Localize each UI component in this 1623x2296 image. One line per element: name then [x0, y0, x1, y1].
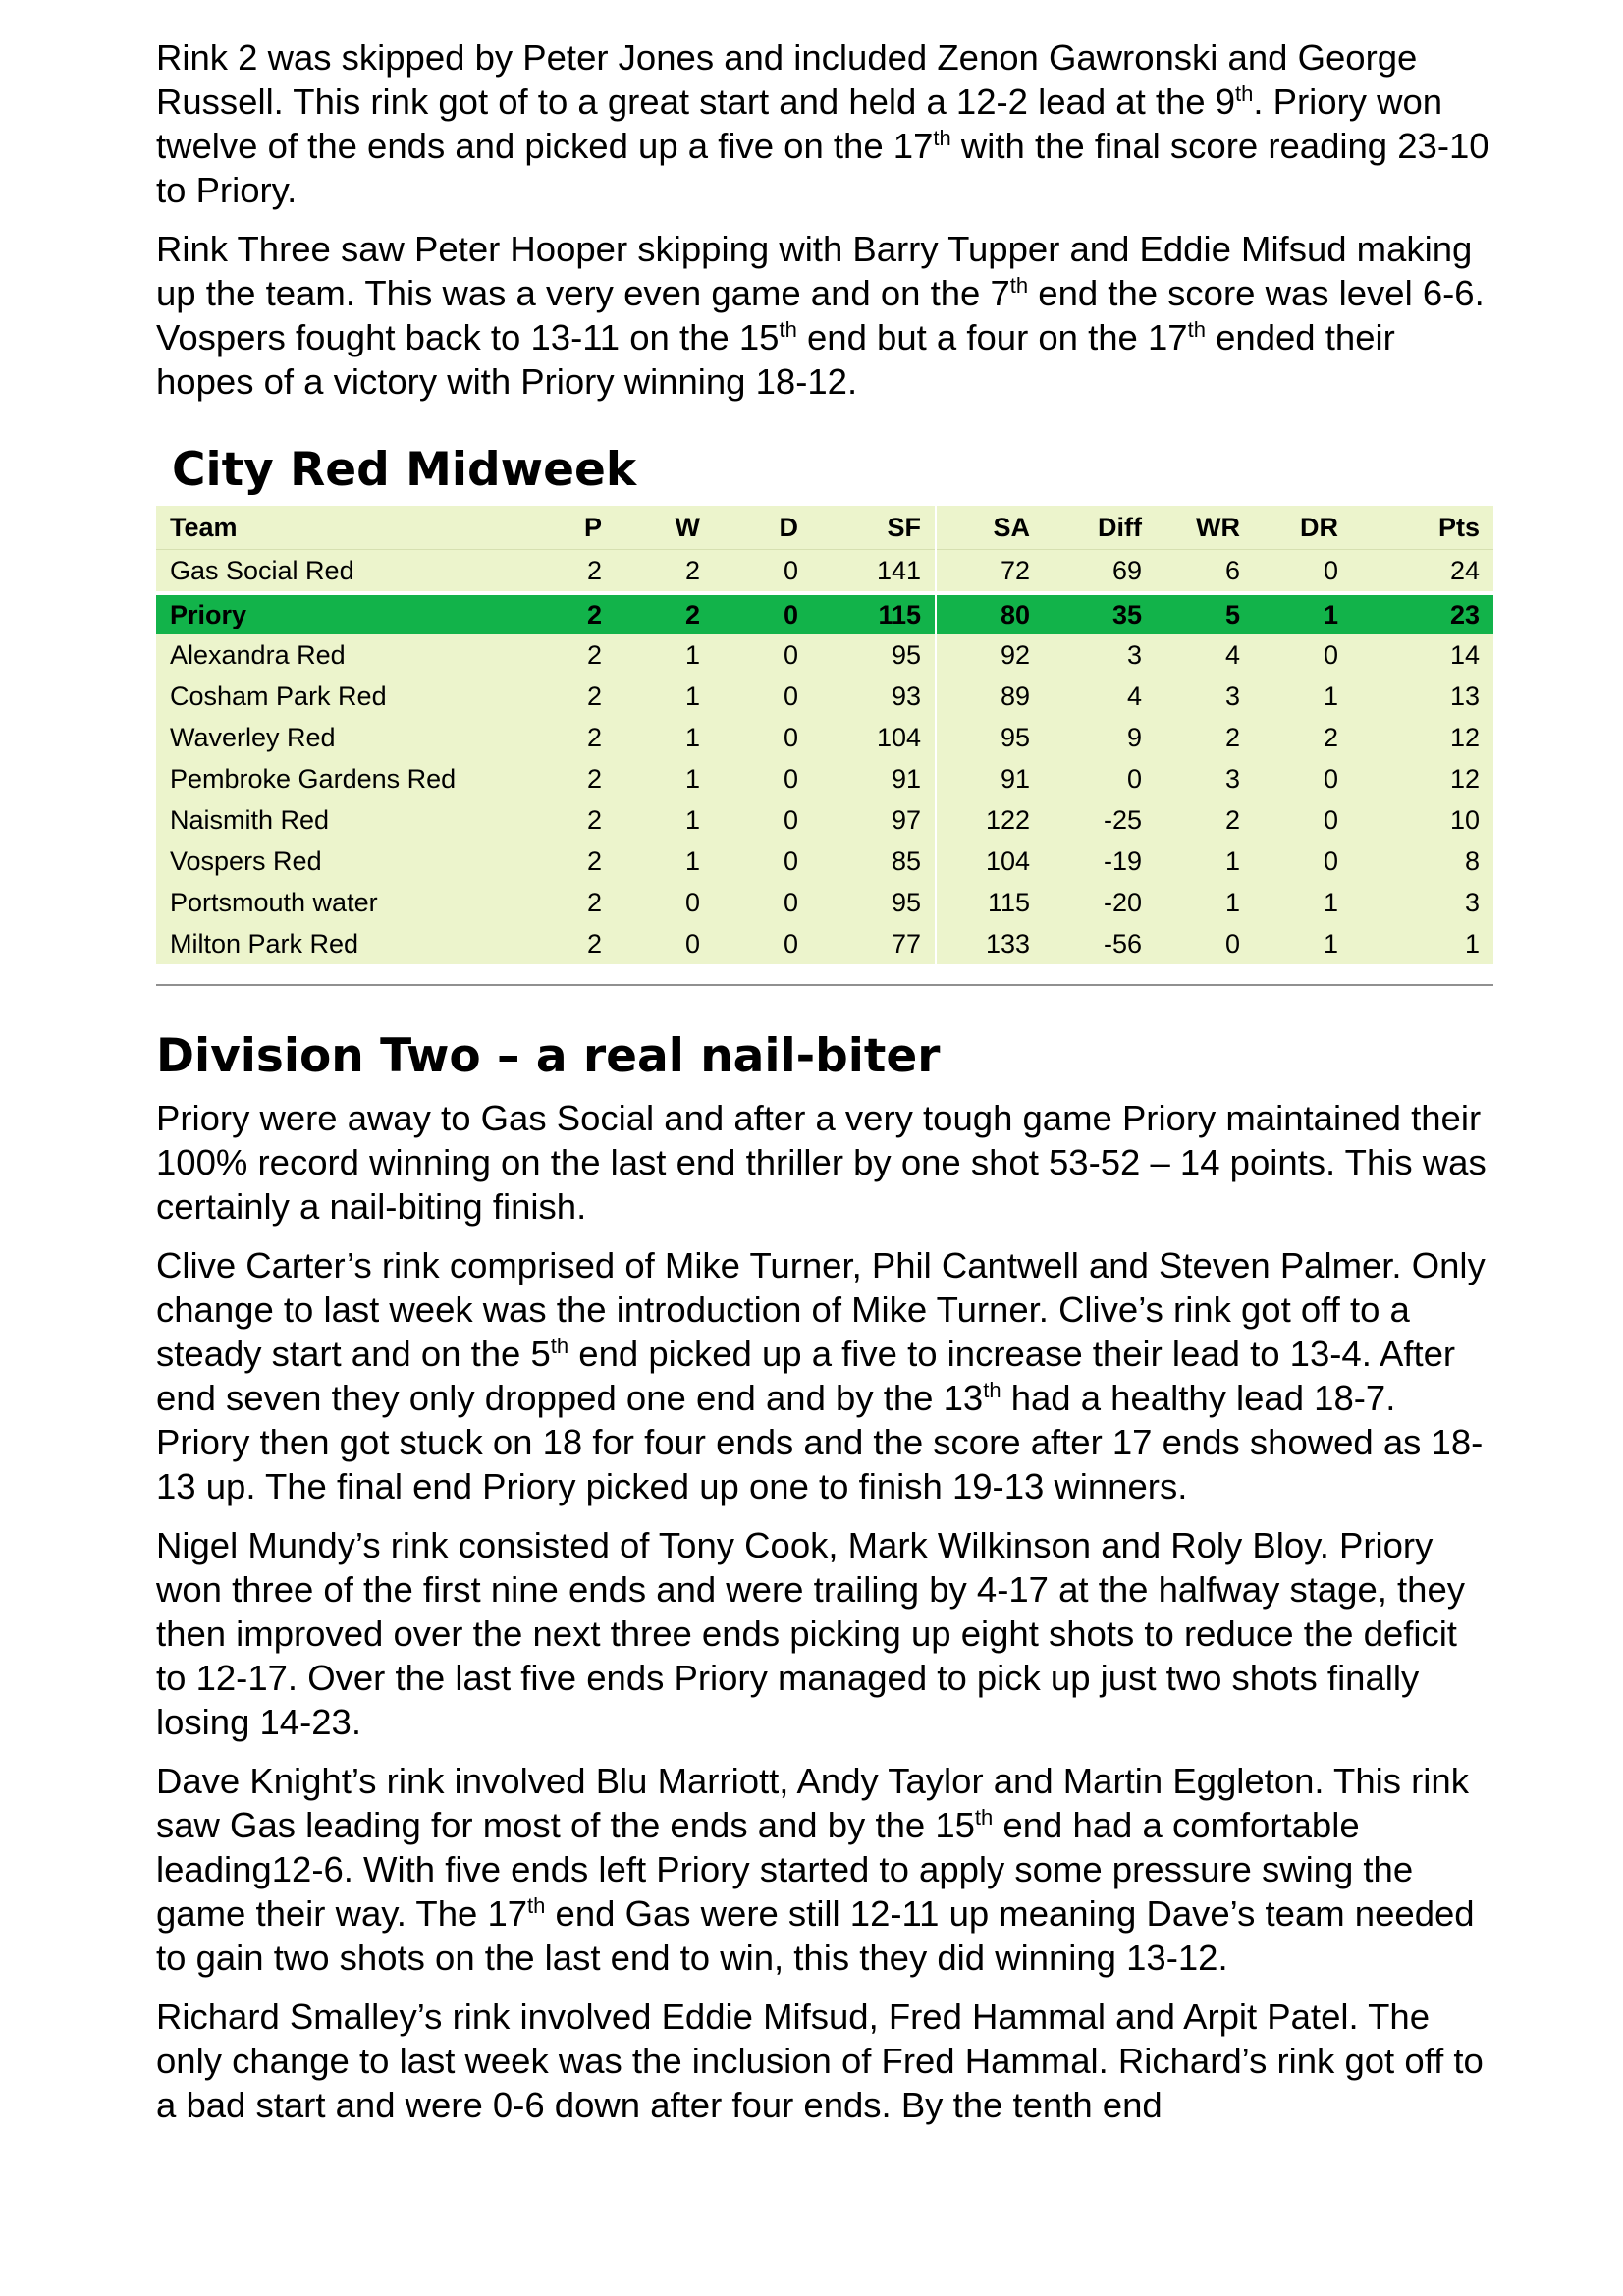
stat-cell-p: 2 — [586, 639, 602, 670]
column-header-w: W — [616, 506, 714, 550]
paragraph-text: end had a comfortable leading12-6. With five ends left Priory started to apply some pressure swing the game their way. The 17 — [156, 1805, 1414, 1934]
stat-cell-d: 0 — [783, 639, 798, 670]
stat-cell-w: 1 — [684, 639, 700, 670]
stat-cell-w: 1 — [684, 681, 700, 711]
stat-cell-diff: -25 — [1103, 804, 1142, 835]
team-name-cell: Alexandra Red — [170, 639, 346, 670]
stat-cell-wr: 3 — [1224, 763, 1240, 793]
team-name-cell: Waverley Red — [170, 722, 336, 752]
paragraph-text: Rink 2 was skipped by Peter Jones and included Zenon Gawronski and George Russell. This rink got of to a great start and held a 12-2 lead at the 9 — [156, 37, 1418, 122]
paragraph-text: end Gas were still 12-11 up meaning Dave’s team needed to gain two shots on the last end to win, this they did winning 13-12. — [156, 1893, 1475, 1978]
stat-cell-diff: 3 — [1126, 639, 1142, 670]
stat-cell-dr: 0 — [1323, 555, 1338, 585]
stat-cell-p: 2 — [586, 804, 602, 835]
table-row — [156, 882, 1493, 923]
stat-cell-sf: 85 — [812, 841, 936, 882]
division-two-paragraph — [156, 1096, 1491, 1229]
stat-cell-wr: 5 — [1156, 595, 1254, 634]
stat-cell-diff: 0 — [1126, 763, 1142, 793]
stat-cell-wr: 2 — [1224, 722, 1240, 752]
stat-cell-sf: 115 — [812, 595, 936, 634]
column-header-dr: DR — [1254, 506, 1352, 550]
ordinal-suffix: th — [933, 125, 951, 150]
stat-cell-diff: -56 — [1103, 928, 1142, 958]
ordinal-suffix: th — [983, 1377, 1001, 1402]
division-two-title: Division Two – a real nail-biter — [156, 1029, 941, 1083]
stat-cell-dr: 0 — [1323, 639, 1338, 670]
stat-cell-p: 2 — [537, 595, 616, 634]
stat-cell-sa: 115 — [987, 887, 1030, 917]
paragraph-text: Priory were away to Gas Social and after a very tough game Priory maintained their 100% record winning on the last end thriller by one shot 53-52 – 14 points. This was certainly a nail-biting finish. — [156, 1098, 1487, 1227]
stat-cell-p: 2 — [586, 763, 602, 793]
stat-cell-sa: 133 — [985, 928, 1030, 958]
stat-cell-dr: 0 — [1323, 804, 1338, 835]
stat-cell-diff: -20 — [1103, 887, 1142, 917]
stat-cell-pts: 24 — [1449, 555, 1480, 585]
division-two-section — [156, 1096, 1491, 2127]
stat-cell-w: 1 — [684, 804, 700, 835]
stat-cell-p: 2 — [586, 681, 602, 711]
paragraph-text: Clive Carter’s rink comprised of Mike Turner, Phil Cantwell and Steven Palmer. Only change to last week was the introduction of Mike Turner. Clive’s rink got off to a steady start and on the 5 — [156, 1245, 1486, 1374]
stat-cell-sf: 141 — [812, 550, 936, 592]
stat-cell-dr: 1 — [1323, 681, 1338, 711]
team-name-cell: Vospers Red — [170, 846, 322, 876]
stat-cell-sf: 93 — [812, 676, 936, 717]
stat-cell-d: 0 — [783, 928, 798, 958]
stat-cell-p: 2 — [586, 887, 602, 917]
stat-cell-dr: 2 — [1323, 722, 1338, 752]
paragraph-text: Nigel Mundy’s rink consisted of Tony Cook, Mark Wilkinson and Roly Bloy. Priory won three of the first nine ends and were trailing by 4-17 at the halfway stage, they then improved over the next three ends picking up eight shots to reduce the deficit to 12-17. Over the last five ends Priory managed to pick up just two shots finally losing 14-23. — [156, 1525, 1466, 1742]
stat-cell-wr: 0 — [1224, 928, 1240, 958]
stat-cell-w: 1 — [684, 722, 700, 752]
stat-cell-w: 0 — [684, 887, 700, 917]
stat-cell-pts: 14 — [1449, 639, 1480, 670]
team-name-cell: Cosham Park Red — [170, 681, 387, 711]
stat-cell-dr: 1 — [1323, 887, 1338, 917]
ordinal-suffix: th — [527, 1892, 546, 1918]
stat-cell-pts: 13 — [1449, 681, 1480, 711]
table-row-highlighted — [156, 595, 1493, 634]
table-row — [156, 550, 1493, 592]
stat-cell-sa: 92 — [1000, 639, 1030, 670]
stat-cell-d: 0 — [783, 722, 798, 752]
stat-cell-p: 2 — [586, 928, 602, 958]
stat-cell-d: 0 — [783, 846, 798, 876]
stat-cell-w: 1 — [684, 763, 700, 793]
stat-cell-pts: 23 — [1352, 595, 1493, 634]
ordinal-suffix: th — [974, 1804, 994, 1830]
stat-cell-dr: 1 — [1323, 928, 1338, 958]
team-name-cell: Milton Park Red — [170, 928, 359, 958]
stat-cell-diff: -19 — [1103, 846, 1142, 876]
team-name-cell: Portsmouth water — [170, 887, 378, 917]
stat-cell-pts: 12 — [1449, 722, 1480, 752]
stat-cell-p: 2 — [586, 722, 602, 752]
team-name-cell: Gas Social Red — [170, 555, 354, 585]
paragraph-text: ended their hopes of a victory with Priory winning 18-12. — [156, 317, 1395, 402]
paragraph-text: Richard Smalley’s rink involved Eddie Mifsud, Fred Hammal and Arpit Patel. The only change to last week was the inclusion of Fred Hammal. Richard’s rink got off to a bad start and were 0-6 down after four ends. By the tenth end — [156, 1996, 1484, 2125]
table-row — [156, 758, 1493, 799]
column-header-diff: Diff — [1044, 506, 1156, 550]
league-table — [156, 506, 1493, 964]
stat-cell-sa: 122 — [985, 804, 1030, 835]
stat-cell-wr: 4 — [1224, 639, 1240, 670]
stat-cell-sa: 91 — [1000, 763, 1030, 793]
table-row — [156, 923, 1493, 964]
table-row — [156, 799, 1493, 841]
stat-cell-p: 2 — [586, 846, 602, 876]
stat-cell-sf: 95 — [812, 634, 936, 676]
stat-cell-pts: 12 — [1449, 763, 1480, 793]
paragraph-text: . Priory won twelve of the ends and picked up a five on the 17 — [156, 82, 1443, 166]
division-two-paragraph — [156, 1243, 1491, 1508]
stat-cell-sa: 72 — [1000, 555, 1030, 585]
column-header-team: Team — [156, 506, 537, 550]
stat-cell-wr: 2 — [1224, 804, 1240, 835]
intro-paragraph — [156, 35, 1491, 212]
league-header-row — [156, 506, 1493, 550]
league-body — [156, 550, 1493, 965]
paragraph-text: had a healthy lead 18-7. Priory then got stuck on 18 for four ends and the score after 17 ends showed as 18-13 up. The final end Priory picked up one to finish 19-13 winners. — [156, 1378, 1484, 1506]
division-two-paragraph — [156, 1759, 1491, 1980]
column-header-p: P — [537, 506, 616, 550]
stat-cell-sf: 97 — [812, 799, 936, 841]
table-row — [156, 676, 1493, 717]
stat-cell-wr: 3 — [1224, 681, 1240, 711]
stat-cell-sa: 89 — [1000, 681, 1030, 711]
stat-cell-pts: 1 — [1464, 928, 1480, 958]
stat-cell-diff: 9 — [1126, 722, 1142, 752]
stat-cell-p: 2 — [586, 555, 602, 585]
intro-section — [156, 35, 1491, 404]
paragraph-text: end the score was level 6-6. Vospers fought back to 13-11 on the 15 — [156, 273, 1485, 357]
stat-cell-d: 0 — [714, 595, 812, 634]
stat-cell-w: 2 — [684, 555, 700, 585]
table-row — [156, 634, 1493, 676]
ordinal-suffix: th — [1009, 272, 1029, 298]
paragraph-text: Rink Three saw Peter Hooper skipping with Barry Tupper and Eddie Mifsud making up the team. This was a very even game and on the 7 — [156, 229, 1473, 313]
stat-cell-wr: 1 — [1224, 887, 1240, 917]
stat-cell-sa: 95 — [1000, 722, 1030, 752]
column-header-d: D — [714, 506, 812, 550]
stat-cell-diff: 4 — [1126, 681, 1142, 711]
intro-paragraph — [156, 227, 1491, 404]
page-content — [156, 35, 1491, 2142]
stat-cell-w: 2 — [616, 595, 714, 634]
stat-cell-w: 1 — [684, 846, 700, 876]
stat-cell-sf: 104 — [812, 717, 936, 758]
column-header-pts: Pts — [1352, 506, 1493, 550]
stat-cell-diff: 69 — [1111, 555, 1142, 585]
stat-cell-wr: 6 — [1224, 555, 1240, 585]
paragraph-text: end but a four on the 17 — [796, 317, 1188, 357]
division-two-paragraph — [156, 1995, 1491, 2127]
division-two-paragraph — [156, 1523, 1491, 1744]
stat-cell-sa: 80 — [936, 595, 1044, 634]
stat-cell-dr: 1 — [1254, 595, 1352, 634]
table-row — [156, 841, 1493, 882]
paragraph-text: with the final score reading 23-10 to Priory. — [156, 126, 1489, 210]
stat-cell-dr: 0 — [1323, 763, 1338, 793]
stat-cell-d: 0 — [783, 681, 798, 711]
league-title: City Red Midweek — [172, 443, 637, 497]
stat-cell-d: 0 — [783, 887, 798, 917]
column-header-wr: WR — [1156, 506, 1254, 550]
stat-cell-dr: 0 — [1323, 846, 1338, 876]
paragraph-text: end picked up a five to increase their lead to 13-4. After end seven they only dropped one end and by the 13 — [156, 1334, 1456, 1418]
stat-cell-diff: 35 — [1044, 595, 1156, 634]
stat-cell-sa: 104 — [985, 846, 1030, 876]
stat-cell-d: 0 — [783, 555, 798, 585]
stat-cell-sf: 77 — [812, 923, 936, 964]
paragraph-text: Dave Knight’s rink involved Blu Marriott, Andy Taylor and Martin Eggleton. This rink saw Gas leading for most of the ends and by the 15 — [156, 1761, 1469, 1845]
team-name-cell: Naismith Red — [170, 804, 330, 835]
column-header-sf: SF — [812, 506, 936, 550]
ordinal-suffix: th — [1235, 81, 1254, 106]
stat-cell-sf: 95 — [812, 882, 936, 923]
stat-cell-pts: 10 — [1449, 804, 1480, 835]
stat-cell-sf: 91 — [812, 758, 936, 799]
team-name-cell: Pembroke Gardens Red — [170, 763, 457, 793]
table-row — [156, 717, 1493, 758]
stat-cell-wr: 1 — [1224, 846, 1240, 876]
stat-cell-pts: 3 — [1464, 887, 1480, 917]
stat-cell-d: 0 — [783, 804, 798, 835]
stat-cell-pts: 8 — [1464, 846, 1480, 876]
section-divider — [156, 984, 1493, 986]
column-header-sa: SA — [936, 506, 1044, 550]
ordinal-suffix: th — [779, 316, 797, 342]
ordinal-suffix: th — [1187, 316, 1206, 342]
ordinal-suffix: th — [550, 1333, 569, 1358]
stat-cell-d: 0 — [783, 763, 798, 793]
stat-cell-w: 0 — [684, 928, 700, 958]
team-name-cell: Priory — [156, 595, 537, 634]
